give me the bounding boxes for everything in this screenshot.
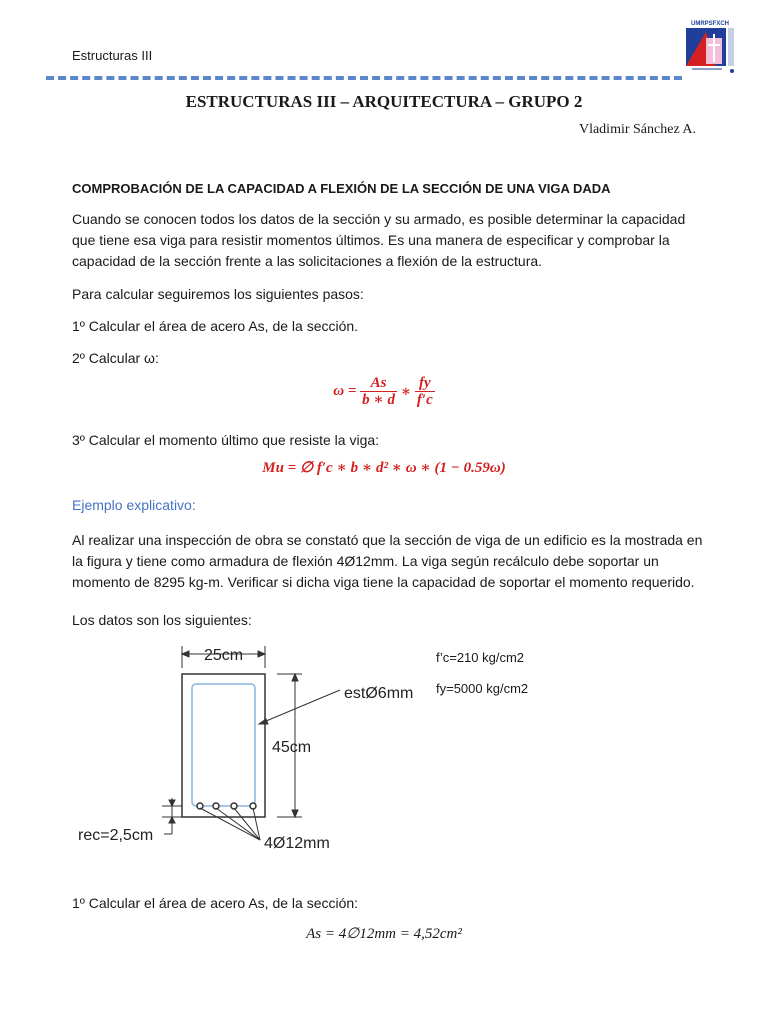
author-name: Vladimir Sánchez A.	[578, 122, 696, 137]
step-1: 1º Calcular el área de acero As, de la sección.	[72, 318, 359, 334]
header-divider	[46, 76, 682, 80]
omega-numerator-2: fy	[415, 375, 435, 392]
fc-value: f’c=210 kg/cm2	[436, 650, 525, 665]
rebar-label: 4Ø12mm	[264, 835, 330, 852]
omega-denominator-2: f′c	[416, 392, 433, 408]
height-label: 45cm	[272, 739, 312, 756]
omega-denominator-1: b ∗ d	[362, 392, 396, 408]
omega-formula	[0, 375, 768, 408]
example-heading: Ejemplo explicativo:	[72, 497, 196, 513]
omega-lhs: ω =	[333, 383, 357, 399]
cover-label: rec=2,5cm	[78, 827, 154, 844]
stirrup-label: estØ6mm	[344, 685, 414, 702]
omega-numerator-1: As	[360, 375, 397, 392]
beam-section-figure	[72, 638, 426, 866]
stirrup-outline	[192, 684, 255, 806]
section-heading: COMPROBACIÓN DE LA CAPACIDAD A FLEXIÓN DE LA SECCIÓN DE UNA VIGA DADA	[72, 181, 611, 196]
university-logo	[684, 18, 736, 74]
omega-times: ∗	[400, 384, 412, 400]
beam-outline	[182, 674, 265, 817]
steps-intro: Para calcular seguiremos los siguientes pasos:	[72, 286, 364, 302]
example-statement: Al realizar una inspección de obra se constató que la sección de viga de un edificio es la mostrada en la figura y tiene como armadura de flexión 4Ø12mm. La viga según recálculo debe soportar un momento de 8295 kg-m. Verificar si dicha viga tiene la capacidad de soportar el momento requerido.	[72, 532, 703, 590]
intro-paragraph: Cuando se conocen todos los datos de la sección y su armado, es posible determinar la capacidad que tiene esa viga para resistir momentos últimos. Es una manera de especificar y comprobar la capacidad de la sección frente a las solicitaciones a flexión de la estructura.	[72, 211, 686, 269]
stirrup-leader	[259, 690, 340, 724]
running-header: Estructuras III	[72, 48, 153, 63]
fraction-as-bd	[360, 375, 397, 408]
fy-value: fy=5000 kg/cm2	[436, 681, 529, 696]
document-title: ESTRUCTURAS III – ARQUITECTURA – GRUPO 2	[185, 92, 583, 111]
as-result-formula: As = 4∅12mm = 4,52cm²	[306, 926, 462, 942]
mu-formula: Mu = ∅ f′c ∗ b ∗ d² ∗ ω ∗ (1 − 0.59ω)	[262, 460, 506, 476]
fraction-fy-fc	[415, 375, 435, 408]
width-label: 25cm	[204, 647, 244, 664]
svg-text:UMRPSFXCH: UMRPSFXCH	[690, 21, 730, 27]
step-1-repeat: 1º Calcular el área de acero As, de la sección:	[72, 895, 359, 911]
step-2: 2º Calcular ω:	[72, 350, 159, 366]
data-intro: Los datos son los siguientes:	[72, 612, 252, 628]
step-3: 3º Calcular el momento último que resiste la viga:	[72, 432, 380, 448]
